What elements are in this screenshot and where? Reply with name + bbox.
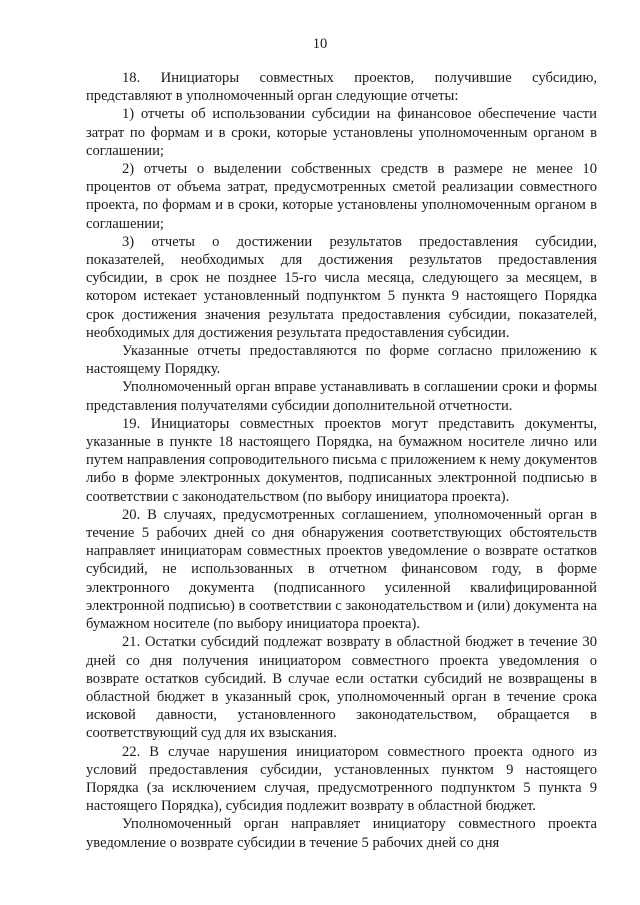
paragraph-19: 19. Инициаторы совместных проектов могут представить документы, указанные в пункте 18 настоящего Порядка, на бумажном носителе лично или путем направления сопроводительного письма с приложением к нему документов либо в форме электронных документов, подписанных электронной подписью в соответствии с законодательством (по выбору инициатора проекта). — [86, 415, 597, 505]
paragraph-report-form: Указанные отчеты предоставляются по форме согласно приложению к настоящему Порядку. — [86, 343, 597, 378]
paragraph-21: 21. Остатки субсидий подлежат возврату в областной бюджет в течение 30 дней со дня получения инициатором совместного проекта уведомления о возврате остатков субсидий. В случае если остатки субсидий не возвращены в областной бюджет в указанный срок, уполномоченный орган в течение срока исковой давности, установленного законодательством, обращается в соответствующий суд для их взыскания. — [86, 634, 597, 742]
paragraph-additional-reporting: Уполномоченный орган вправе устанавливать в соглашении сроки и формы представления получателями субсидии дополнительной отчетности. — [86, 379, 597, 414]
paragraph-18: 18. Инициаторы совместных проектов, получившие субсидию, представляют в уполномоченный орган следующие отчеты: — [86, 70, 597, 105]
paragraph-20: 20. В случаях, предусмотренных соглашением, уполномоченный орган в течение 5 рабочих дней со дня обнаружения соответствующих обстоятельств направляет инициаторам совместных проектов уведомление о возврате остатков субсидий, не использованных в отчетном финансовом году, в форме электронного документа (подписанного усиленной квалифицированной электронной подписью) в соответствии с законодательством и (или) документа на бумажном носителе (по выбору инициатора проекта). — [86, 506, 597, 633]
paragraph-18-item-3: 3) отчеты о достижении результатов предоставления субсидии, показателей, необходимых для достижения результатов предоставления субсидии, в срок не позднее 15-го числа месяца, следующего за месяцем, в котором истекает установленный подпунктом 5 пункта 9 настоящего Порядка срок достижения значения результата предоставления субсидии, показателей, необходимых для достижения результата предоставления субсидии. — [86, 233, 597, 341]
paragraph-22: 22. В случае нарушения инициатором совместного проекта одного из условий предоставления субсидии, установленных пунктом 9 настоящего Порядка (за исключением случая, предусмотренного подпунктом 5 пункта 9 настоящего Порядка), субсидия подлежит возврату в областной бюджет. — [86, 743, 597, 815]
document-body — [86, 69, 597, 852]
paragraph-18-item-1: 1) отчеты об использовании субсидии на финансовое обеспечение части затрат по формам и в сроки, которые установлены уполномоченным органом в соглашении; — [86, 106, 597, 159]
page-number: 10 — [312, 36, 328, 52]
paragraph-18-item-2: 2) отчеты о выделении собственных средств в размере не менее 10 процентов от объема затрат, предусмотренных сметой реализации совместного проекта, по формам и в сроки, которые установлены уполномоченным органом в соглашении; — [86, 161, 597, 232]
paragraph-22-notification: Уполномоченный орган направляет инициатору совместного проекта уведомление о возврате субсидии в течение 5 рабочих дней со дня — [86, 816, 597, 851]
